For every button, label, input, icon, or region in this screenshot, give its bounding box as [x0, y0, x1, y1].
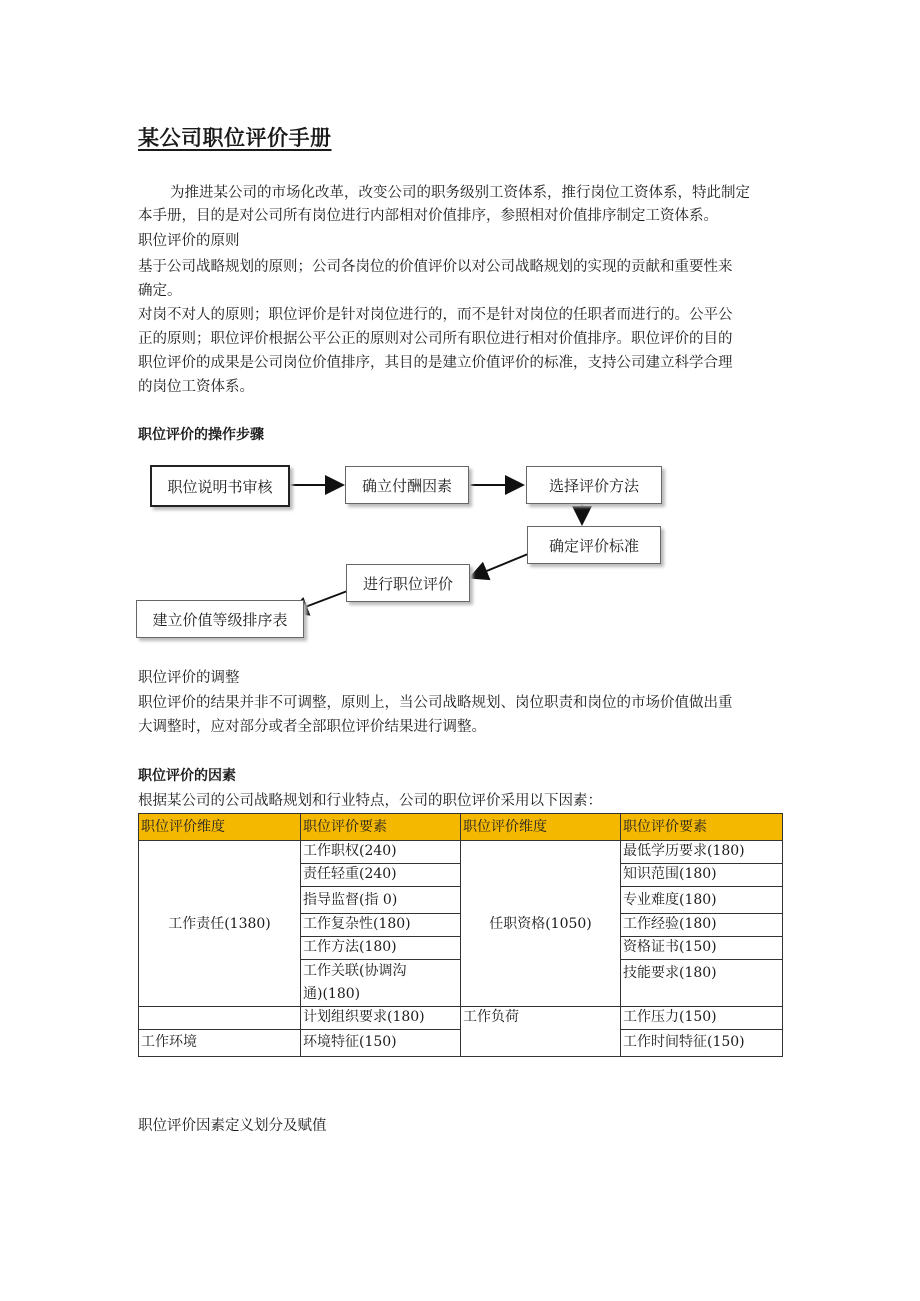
table-row	[139, 841, 783, 864]
factor-cell: 资格证书(150)	[621, 937, 783, 960]
factor-cell: 工作时间特征(150)	[621, 1030, 783, 1057]
principle2-line-1: 对岗不对人的原则；职位评价是针对岗位进行的，而不是针对岗位的任职者而进行的。公平公	[138, 307, 733, 323]
principle2-line-4: 的岗位工资体系。	[138, 379, 254, 395]
factors-intro: 根据某公司的公司战略规划和行业特点，公司的职位评价采用以下因素：	[138, 793, 602, 809]
factor-line: 通)(180)	[303, 986, 361, 1002]
factor-cell: 计划组织要求(180)	[301, 1007, 461, 1030]
factor-cell: 指导监督(指 0)	[301, 887, 461, 914]
adjust-line-1: 职位评价的结果并非不可调整，原则上，当公司战略规划、岗位职责和岗位的市场价值做出重	[138, 695, 733, 711]
factor-cell: 工作方法(180)	[301, 937, 461, 960]
principle1-line-2: 确定。	[138, 283, 182, 299]
principle2-line-3: 职位评价的成果是公司岗位价值排序，其目的是建立价值评价的标准，支持公司建立科学合理	[138, 355, 733, 371]
intro-line-1: 为推进某公司的市场化改革，改变公司的职务级别工资体系，推行岗位工资体系，特此制定	[170, 185, 750, 201]
flow-step-4-label: 确定评价标准	[548, 536, 639, 555]
flow-step-3	[526, 466, 662, 504]
arrow-step4-to-step5	[472, 554, 528, 577]
factors-table	[138, 813, 783, 1057]
adjust-line-2: 大调整时，应对部分或者全部职位评价结果进行调整。	[138, 719, 486, 735]
flow-step-2-label: 确立付酬因素	[361, 476, 452, 495]
flow-step-5-label: 进行职位评价	[362, 574, 453, 593]
factor-cell: 工作经验(180)	[621, 914, 783, 937]
dimension-cell: 工作责任(1380)	[139, 841, 301, 1007]
factor-line: 工作关联(协调沟	[303, 963, 407, 979]
factor-cell	[301, 960, 461, 1007]
factor-cell: 最低学历要求(180)	[621, 841, 783, 864]
factor-cell: 工作复杂性(180)	[301, 914, 461, 937]
dimension-cell-continued	[139, 1007, 301, 1030]
table-header-row	[139, 814, 783, 841]
factor-cell: 工作压力(150)	[621, 1007, 783, 1030]
factor-cell: 知识范围(180)	[621, 864, 783, 887]
factor-cell: 工作职权(240)	[301, 841, 461, 864]
flow-step-6	[136, 600, 304, 638]
dimension-cell: 工作负荷	[461, 1007, 621, 1057]
header-cell: 职位评价要素	[621, 814, 783, 841]
header-cell: 职位评价维度	[139, 814, 301, 841]
flow-step-1-label: 职位说明书审核	[167, 477, 273, 496]
factor-cell: 环境特征(150)	[301, 1030, 461, 1057]
factor-cell: 责任轻重(240)	[301, 864, 461, 887]
dimension-cell: 任职资格(1050)	[461, 841, 621, 1007]
flow-step-1	[150, 465, 290, 507]
adjust-heading: 职位评价的调整	[138, 670, 240, 686]
footer-heading: 职位评价因素定义划分及赋值	[138, 1118, 327, 1134]
header-cell: 职位评价维度	[461, 814, 621, 841]
factors-heading: 职位评价的因素	[138, 768, 236, 784]
steps-heading: 职位评价的操作步骤	[138, 427, 264, 443]
principle2-line-2: 正的原则；职位评价根据公平公正的原则对公司所有职位进行相对价值排序。职位评价的目的	[138, 331, 733, 347]
principles-heading: 职位评价的原则	[138, 233, 240, 249]
dimension-cell: 工作环境	[139, 1030, 301, 1057]
factor-cell: 技能要求(180)	[621, 960, 783, 1007]
flow-step-4	[527, 526, 661, 564]
flow-step-5	[346, 564, 470, 602]
flow-step-2	[345, 466, 469, 504]
principle1-line-1: 基于公司战略规划的原则；公司各岗位的价值评价以对公司战略规划的实现的贡献和重要性来	[138, 259, 733, 275]
page-title: 某公司职位评价手册	[138, 126, 332, 150]
table-row	[139, 1007, 783, 1030]
header-cell: 职位评价要素	[301, 814, 461, 841]
flow-step-6-label: 建立价值等级排序表	[152, 610, 288, 629]
factor-cell: 专业难度(180)	[621, 887, 783, 914]
flow-step-3-label: 选择评价方法	[548, 476, 639, 495]
intro-line-2: 本手册，目的是对公司所有岗位进行内部相对价值排序，参照相对价值排序制定工资体系。	[138, 208, 718, 224]
